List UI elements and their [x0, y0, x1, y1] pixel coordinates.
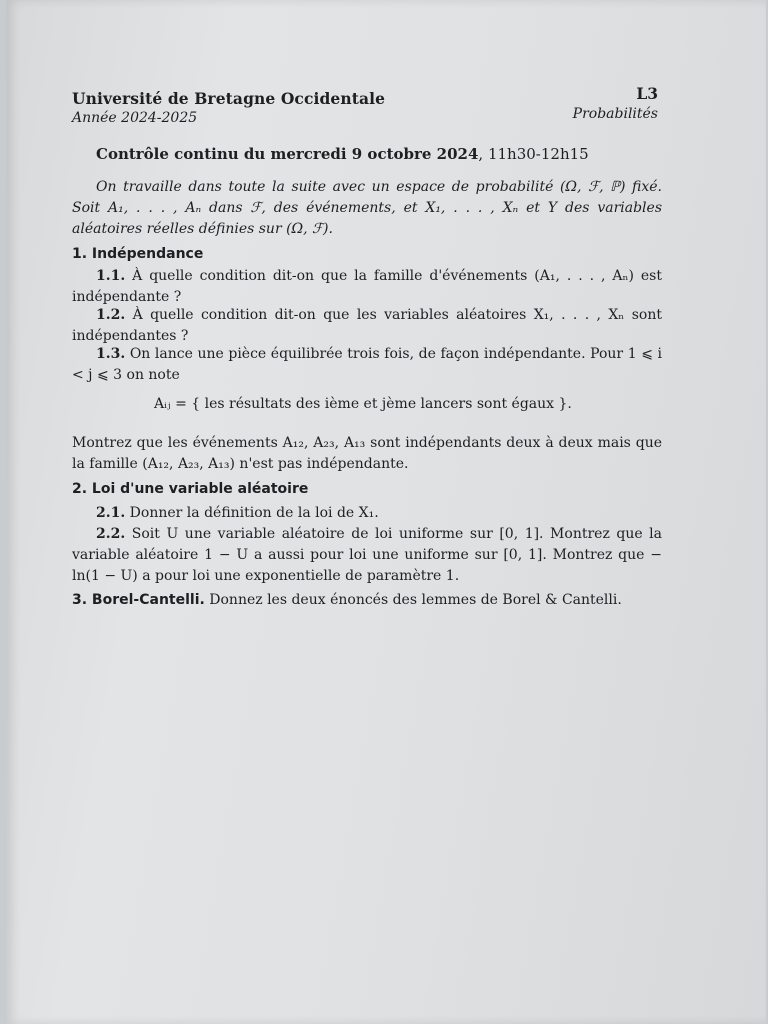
university-name: Université de Bretagne Occidentale — [72, 89, 386, 108]
question-number: 1.2. — [96, 307, 126, 323]
question-1-2 — [72, 305, 662, 347]
section-3 — [72, 592, 622, 608]
question-text: À quelle condition dit-on que les variables aléatoires X₁, . . . , Xₙ sont indépendantes ? — [72, 307, 662, 344]
exam-title-date: Contrôle continu du mercredi 9 octobre 2024 — [96, 145, 479, 163]
question-1-3 — [72, 344, 662, 386]
question-2-2 — [72, 524, 662, 587]
section-3-text: Donnez les deux énoncés des lemmes de Borel & Cantelli. — [204, 592, 622, 608]
section-1-title: 1. Indépendance — [72, 246, 204, 262]
section-3-title: 3. Borel-Cantelli. — [72, 592, 205, 608]
exam-title-time: , 11h30-12h15 — [478, 145, 589, 163]
intro-paragraph: On travaille dans toute la suite avec un espace de probabilité (Ω, ℱ, ℙ) fixé. Soit A₁, . . . , Aₙ dans ℱ, des événements, et X₁, . . . , Xₙ et Y des variables aléatoires réelles définies sur (Ω, ℱ). — [72, 179, 662, 237]
question-number: 1.3. — [96, 346, 126, 362]
question-number: 2.2. — [96, 526, 126, 542]
question-text: Donner la définition de la loi de X₁. — [125, 505, 379, 521]
level-label: L3 — [636, 84, 658, 103]
question-1-3-conclusion: Montrez que les événements A₁₂, A₂₃, A₁₃ sont indépendants deux à deux mais que la famille (A₁₂, A₂₃, A₁₃) n'est pas indépendante. — [72, 435, 662, 472]
question-2-1 — [72, 503, 662, 524]
question-text: Soit U une variable aléatoire de loi uniforme sur [0, 1]. Montrez que la variable aléatoire 1 − U a aussi pour loi une uniforme sur [0, 1]. Montrez que − ln(1 − U) a pour loi une exponentielle de paramètre 1. — [72, 526, 662, 584]
question-text: On lance une pièce équilibrée trois fois, de façon indépendante. Pour 1 ⩽ i < j ⩽ 3 on note — [72, 346, 662, 383]
section-2-title: 2. Loi d'une variable aléatoire — [72, 481, 309, 497]
academic-year: Année 2024-2025 — [72, 110, 198, 126]
question-number: 2.1. — [96, 505, 126, 521]
question-1-1 — [72, 266, 662, 308]
question-text: À quelle condition dit-on que la famille d'événements (A₁, . . . , Aₙ) est indépendante ? — [72, 268, 662, 305]
course-name: Probabilités — [572, 106, 658, 122]
exam-sheet — [6, 0, 766, 1024]
exam-title — [96, 145, 589, 163]
event-definition-formula: Aᵢⱼ = { les résultats des ième et jème lancers sont égaux }. — [154, 396, 572, 412]
question-number: 1.1. — [96, 268, 126, 284]
